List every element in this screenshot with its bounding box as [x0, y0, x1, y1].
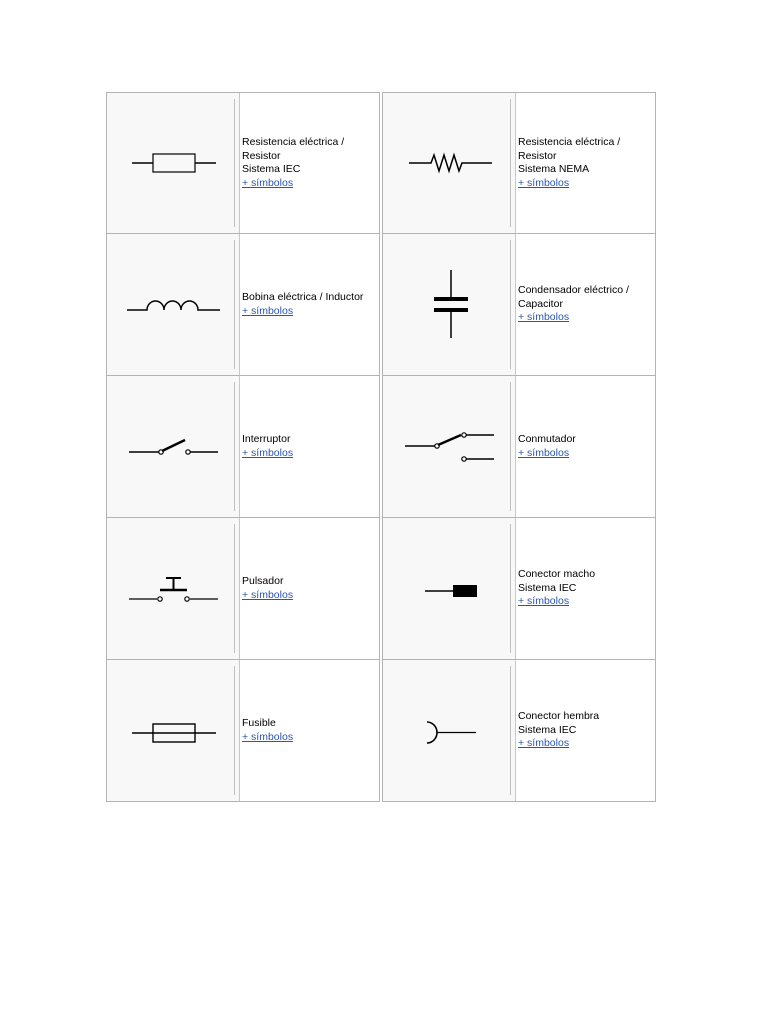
symbol-name-line: Sistema NEMA [518, 163, 590, 175]
fuse-icon [107, 660, 240, 802]
more-symbols-link-fuse[interactable]: + símbolos [242, 730, 294, 743]
more-symbols-link-male-connector[interactable]: + símbolos [518, 595, 570, 608]
symbol-name-line: Condensador eléctrico / [518, 284, 629, 297]
symbol-description [242, 234, 379, 375]
symbol-description [242, 376, 379, 517]
symbol-box [107, 660, 240, 801]
symbol-cell-inductor [106, 234, 380, 376]
symbol-box [107, 234, 240, 375]
male-connector-icon [383, 518, 516, 660]
more-symbols-link-changeover-switch[interactable]: + símbolos [518, 446, 570, 459]
symbol-description [518, 234, 655, 375]
symbols-column-right [382, 92, 656, 804]
symbol-box [107, 518, 240, 659]
symbol-name-line: Sistema IEC [518, 723, 577, 736]
more-symbols-link-resistor-iec[interactable]: + símbolos [242, 176, 294, 189]
symbol-name-line: Capacitor [518, 297, 563, 310]
symbol-description [242, 93, 379, 233]
switch-icon [107, 376, 240, 518]
symbol-box [107, 376, 240, 517]
resistor-iec-icon [107, 93, 240, 235]
symbol-cell-changeover-switch [382, 376, 656, 518]
symbol-description [242, 660, 379, 801]
symbol-cell-male-connector [382, 518, 656, 660]
more-symbols-link-female-connector[interactable]: + símbolos [518, 737, 570, 750]
symbol-name-line: Conector macho [518, 568, 596, 581]
inductor-icon [107, 234, 240, 376]
more-symbols-link-push-button[interactable]: + símbolos [242, 588, 294, 601]
symbol-name-line: Resistencia eléctrica / [518, 136, 621, 148]
symbol-box [383, 660, 516, 801]
symbol-cell-resistor-nema [382, 92, 656, 234]
changeover-switch-icon [383, 376, 516, 518]
symbol-cell-push-button [106, 518, 380, 660]
symbol-box [383, 518, 516, 659]
symbols-table [106, 92, 662, 804]
symbol-cell-fuse [106, 660, 380, 802]
symbol-box [383, 376, 516, 517]
symbol-description [242, 518, 379, 659]
symbol-name-line: Conector hembra [518, 710, 600, 723]
push-button-icon [107, 518, 240, 660]
more-symbols-link-capacitor[interactable]: + símbolos [518, 311, 570, 324]
symbol-name-line: Sistema IEC [242, 163, 301, 175]
female-connector-icon [383, 660, 516, 802]
symbol-name-line: Bobina eléctrica / Inductor [242, 291, 364, 303]
symbol-name-line: Resistor [242, 149, 281, 162]
more-symbols-link-switch[interactable]: + símbolos [242, 446, 294, 459]
symbol-description [518, 518, 655, 659]
symbol-name-line: Conmutador [518, 433, 576, 445]
symbol-box [383, 234, 516, 375]
symbol-name-line: Fusible [242, 717, 276, 729]
capacitor-icon [383, 234, 516, 376]
resistor-nema-icon [383, 93, 516, 235]
symbol-cell-switch [106, 376, 380, 518]
symbol-name-line: Interruptor [242, 433, 291, 445]
symbol-name-line: Resistencia eléctrica / [242, 136, 345, 148]
symbol-box [107, 93, 240, 233]
symbol-name-line: Pulsador [242, 575, 284, 587]
symbol-name-line: Sistema IEC [518, 581, 577, 594]
symbol-description [518, 660, 655, 801]
symbol-name-line: Resistor [518, 149, 557, 162]
more-symbols-link-resistor-nema[interactable]: + símbolos [518, 176, 570, 189]
symbol-description [518, 93, 655, 233]
more-symbols-link-inductor[interactable]: + símbolos [242, 304, 294, 317]
symbol-cell-female-connector [382, 660, 656, 802]
symbol-box [383, 93, 516, 233]
symbol-cell-resistor-iec [106, 92, 380, 234]
symbols-column-left [106, 92, 380, 804]
symbol-description [518, 376, 655, 517]
symbol-cell-capacitor [382, 234, 656, 376]
